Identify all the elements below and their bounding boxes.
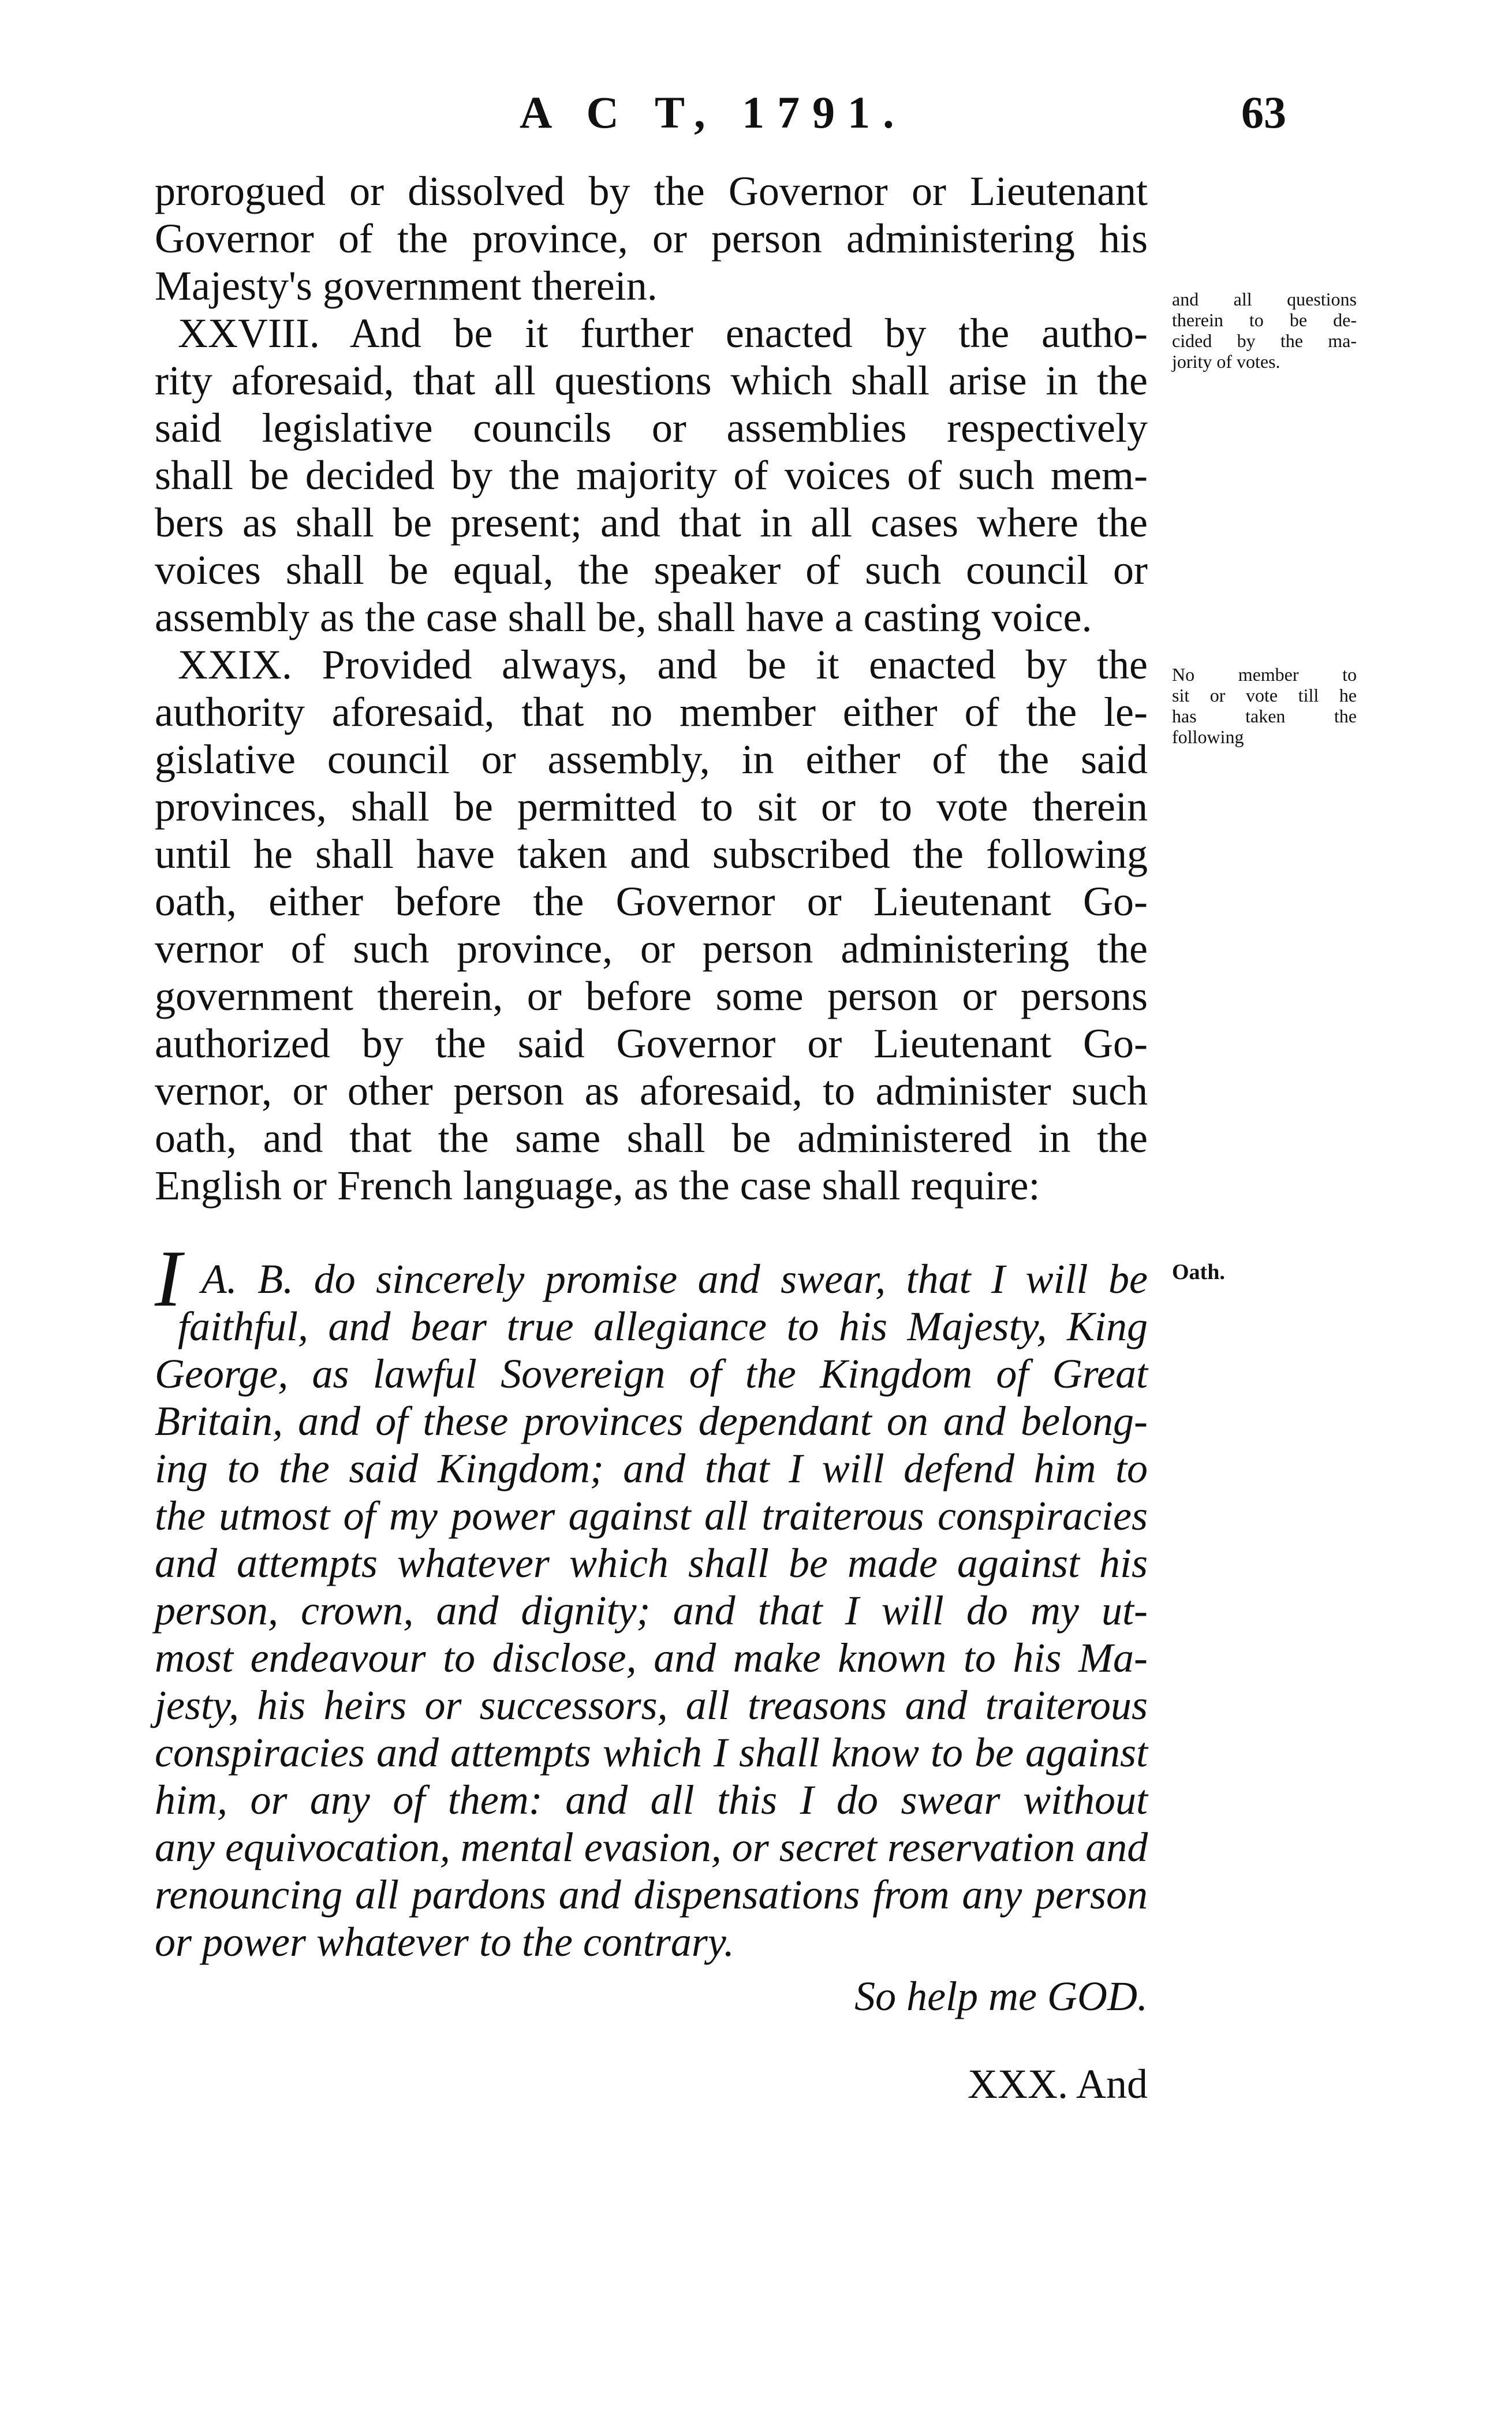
- oath-line: the utmost of my power against all traiterous conspiracies: [155, 1493, 1148, 1539]
- oath-line: person, crown, and dignity; and that I will do my ut-: [155, 1587, 1148, 1634]
- oath-line: [155, 1234, 1148, 1324]
- spacer: [155, 1209, 1148, 1255]
- side-note-line: and all questions: [1172, 289, 1357, 310]
- body-line: gislative council or assembly, in either of the said: [155, 736, 1148, 782]
- body-line: rity aforesaid, that all questions which shall arise in the: [155, 357, 1148, 404]
- side-note-line: following: [1172, 726, 1244, 747]
- side-note-majority: [1172, 289, 1357, 372]
- oath-line: and attempts whatever which shall be made against his: [155, 1540, 1148, 1586]
- body-text: [155, 167, 1148, 2108]
- side-note-line: cided by the ma-: [1172, 330, 1357, 351]
- body-line: Governor of the province, or person administering his: [155, 215, 1148, 262]
- drop-cap: I: [155, 1234, 182, 1324]
- body-line: oath, either before the Governor or Lieutenant Go-: [155, 878, 1148, 924]
- body-line: voices shall be equal, the speaker of such council or: [155, 547, 1148, 593]
- side-note-line: sit or vote till he: [1172, 685, 1357, 706]
- body-line: vernor of such province, or person administering the: [155, 926, 1148, 972]
- oath-line: faithful, and bear true allegiance to his Majesty, King: [178, 1303, 1148, 1349]
- oath-line: him, or any of them: and all this I do swear without: [155, 1777, 1148, 1823]
- body-line: prorogued or dissolved by the Governor or Lieutenant: [155, 168, 1148, 214]
- oath-sign-off: So help me GOD.: [854, 1973, 1148, 2019]
- side-note-line: therein to be de-: [1172, 310, 1357, 330]
- page-number: 63: [1241, 87, 1286, 137]
- catchword: XXX. And: [967, 2061, 1148, 2107]
- side-note-line: Oath.: [1172, 1260, 1225, 1284]
- side-note-line: No member to: [1172, 664, 1357, 685]
- side-note-member: [1172, 664, 1357, 747]
- section-xxviii-start: XXVIII. And be it further enacted by the autho-: [178, 310, 1148, 356]
- body-line: vernor, or other person as aforesaid, to administer such: [155, 1068, 1148, 1114]
- body-line: until he shall have taken and subscribed the following: [155, 831, 1148, 877]
- body-line: authorized by the said Governor or Lieutenant Go-: [155, 1020, 1148, 1067]
- side-note-line: jority of votes.: [1172, 351, 1280, 372]
- oath-line: conspiracies and attempts which I shall know to be against: [155, 1729, 1148, 1776]
- oath-line: jesty, his heirs or successors, all treasons and traiterous: [155, 1682, 1148, 1728]
- oath-line: Britain, and of these provinces dependant on and belong-: [155, 1398, 1148, 1444]
- body-line: said legislative councils or assemblies respectively: [155, 405, 1148, 451]
- oath-line: George, as lawful Sovereign of the Kingdom of Great: [155, 1351, 1148, 1397]
- body-line: authority aforesaid, that no member either of the le-: [155, 689, 1148, 735]
- oath-line-text: A. B. do sincerely promise and swear, that I will be: [201, 1256, 1148, 1302]
- oath-line: most endeavour to disclose, and make known to his Ma-: [155, 1635, 1148, 1681]
- side-note-oath: [1172, 1262, 1357, 1283]
- oath-line: any equivocation, mental evasion, or secret reservation and: [155, 1824, 1148, 1870]
- section-xxix-start: XXIX. Provided always, and be it enacted by the: [178, 642, 1148, 688]
- body-line: Majesty's government therein.: [155, 263, 658, 309]
- oath-line: renouncing all pardons and dispensations from any person: [155, 1872, 1148, 1918]
- running-head: A C T, 1791.: [520, 87, 907, 137]
- body-line: bers as shall be present; and that in all cases where the: [155, 499, 1148, 546]
- oath-line: or power whatever to the contrary.: [155, 1919, 734, 1965]
- body-line: assembly as the case shall be, shall have a casting voice.: [155, 594, 1092, 640]
- oath-line: ing to the said Kingdom; and that I will defend him to: [155, 1445, 1148, 1492]
- side-note-line: has taken the: [1172, 706, 1357, 726]
- body-line: English or French language, as the case shall require:: [155, 1162, 1040, 1209]
- body-line: shall be decided by the majority of voices of such mem-: [155, 452, 1148, 498]
- body-line: provinces, shall be permitted to sit or to vote therein: [155, 784, 1148, 830]
- oath-text: [155, 1234, 1148, 2020]
- body-line: oath, and that the same shall be administered in the: [155, 1115, 1148, 1161]
- page-header: [0, 87, 1512, 150]
- body-line: government therein, or before some person or persons: [155, 973, 1148, 1019]
